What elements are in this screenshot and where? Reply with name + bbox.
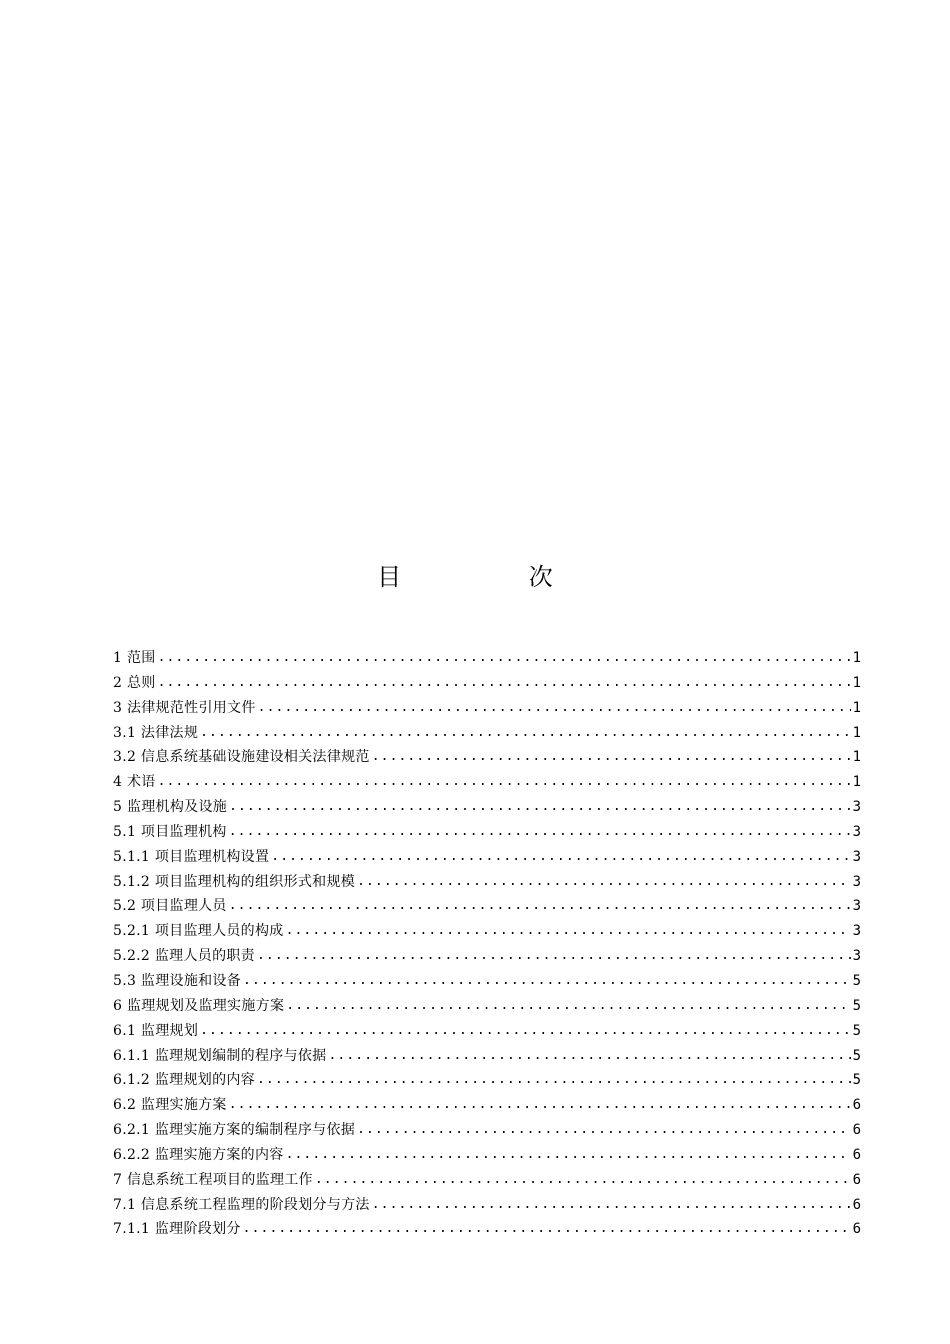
toc-dot-leader [227, 795, 851, 820]
toc-entry [113, 1217, 861, 1242]
toc-entry-page-number: 3 [852, 873, 861, 890]
toc-dot-leader [355, 870, 851, 895]
toc-entry-text: 3.1 法律法规 [113, 724, 199, 741]
toc-entry-page-number: 1 [852, 650, 861, 666]
toc-entry-text: 5.2.2 监理人员的职责 [113, 948, 255, 965]
toc-entry-page-number: 6 [852, 1171, 861, 1188]
toc-entry [113, 969, 861, 994]
toc-entry-page-number: 6 [852, 1196, 861, 1213]
toc-entry-text: 2 总则 [113, 674, 156, 691]
toc-dot-leader [284, 1143, 851, 1168]
toc-entry [113, 894, 861, 919]
toc-entry-page-number: 3 [852, 799, 861, 816]
toc-entry-text: 3 法律规范性引用文件 [113, 699, 256, 716]
toc-dot-leader [198, 1019, 851, 1044]
toc-dot-leader [241, 1217, 851, 1242]
toc-entry-page-number: 1 [852, 749, 861, 766]
toc-entry [113, 1143, 861, 1168]
toc-entry-text: 7.1.1 监理阶段划分 [113, 1221, 241, 1238]
toc-entry-page-number: 6 [852, 1221, 861, 1238]
toc-entry-text: 6 监理规划及监理实施方案 [113, 997, 285, 1014]
toc-entry-page-number: 1 [852, 724, 861, 741]
toc-entry [113, 745, 861, 770]
toc-dot-leader [256, 696, 851, 721]
toc-entry-page-number: 5 [852, 1047, 861, 1064]
toc-entry-text: 7 信息系统工程项目的监理工作 [113, 1171, 313, 1188]
toc-entry [113, 845, 861, 870]
toc-entry [113, 1193, 861, 1218]
toc-entry [113, 1068, 861, 1093]
toc-entry [113, 770, 861, 795]
toc-dot-leader [255, 944, 851, 969]
toc-dot-leader [156, 671, 851, 696]
toc-entry [113, 671, 861, 696]
toc-entry [113, 1118, 861, 1143]
toc-entry-text: 7.1 信息系统工程监理的阶段划分与方法 [113, 1196, 370, 1213]
toc-dot-leader [326, 1044, 851, 1069]
toc-entry-text: 5.3 监理设施和设备 [113, 972, 242, 989]
toc-entry [113, 944, 861, 969]
toc-entry-text: 6.2 监理实施方案 [113, 1097, 227, 1114]
toc-entry-text: 5.1.1 项目监理机构设置 [113, 848, 270, 865]
toc-entry [113, 994, 861, 1019]
toc-entry [113, 696, 861, 721]
toc-entry-text: 6.2.2 监理实施方案的内容 [113, 1146, 284, 1163]
toc-entry-text: 5 监理机构及设施 [113, 799, 228, 816]
toc-entry [113, 1019, 861, 1044]
toc-entry-text: 4 术语 [113, 774, 156, 791]
toc-entry [113, 919, 861, 944]
toc-dot-leader [269, 845, 851, 870]
toc-entry-text: 6.1 监理规划 [113, 1022, 199, 1039]
toc-entry-text: 5.2 项目监理人员 [113, 898, 227, 915]
toc-entry-page-number: 1 [852, 699, 861, 716]
toc-entry-text: 5.1.2 项目监理机构的组织形式和规模 [113, 873, 356, 890]
toc-entry-page-number: 3 [852, 848, 861, 865]
toc-entry [113, 820, 861, 845]
toc-entry-page-number: 1 [852, 674, 861, 691]
toc-entry-text: 6.1.1 监理规划编制的程序与依据 [113, 1047, 327, 1064]
toc-dot-leader [370, 1193, 851, 1218]
toc-entry-text: 1 范围 [113, 650, 156, 666]
toc-dot-leader [227, 894, 851, 919]
toc-dot-leader [370, 745, 851, 770]
toc-dot-leader [255, 1068, 851, 1093]
toc-entry-page-number: 5 [852, 1072, 861, 1089]
toc-dot-leader [227, 820, 851, 845]
toc-entry-page-number: 3 [852, 948, 861, 965]
toc-dot-leader [198, 721, 851, 746]
toc-entry [113, 795, 861, 820]
toc-entry [113, 870, 861, 895]
toc-dot-leader [227, 1093, 851, 1118]
toc-dot-leader [241, 969, 851, 994]
toc-entry [113, 1168, 861, 1193]
toc-entry [113, 646, 861, 671]
toc-entry-page-number: 6 [852, 1097, 861, 1114]
toc-entry-text: 6.2.1 监理实施方案的编制程序与依据 [113, 1122, 356, 1139]
toc-dot-leader [355, 1118, 851, 1143]
toc-entry-text: 3.2 信息系统基础设施建设相关法律规范 [113, 749, 370, 766]
toc-list [113, 646, 861, 1242]
toc-entry-text: 5.2.1 项目监理人员的构成 [113, 923, 284, 940]
toc-entry [113, 1044, 861, 1069]
toc-dot-leader [156, 646, 851, 671]
toc-entry-page-number: 1 [852, 774, 861, 791]
toc-entry [113, 1093, 861, 1118]
toc-entry-page-number: 3 [852, 923, 861, 940]
toc-entry-page-number: 5 [852, 972, 861, 989]
toc-entry-page-number: 6 [852, 1146, 861, 1163]
toc-dot-leader [313, 1168, 851, 1193]
toc-dot-leader [156, 770, 851, 795]
toc-entry [113, 721, 861, 746]
toc-entry-page-number: 6 [852, 1122, 861, 1139]
toc-entry-text: 6.1.2 监理规划的内容 [113, 1072, 255, 1089]
toc-entry-page-number: 3 [852, 898, 861, 915]
toc-entry-page-number: 5 [852, 1022, 861, 1039]
toc-dot-leader [284, 994, 851, 1019]
toc-dot-leader [284, 919, 851, 944]
toc-entry-page-number: 3 [852, 823, 861, 840]
toc-title: 目 次 [377, 563, 613, 591]
toc-entry-page-number: 5 [852, 997, 861, 1014]
toc-entry-text: 5.1 项目监理机构 [113, 823, 227, 840]
